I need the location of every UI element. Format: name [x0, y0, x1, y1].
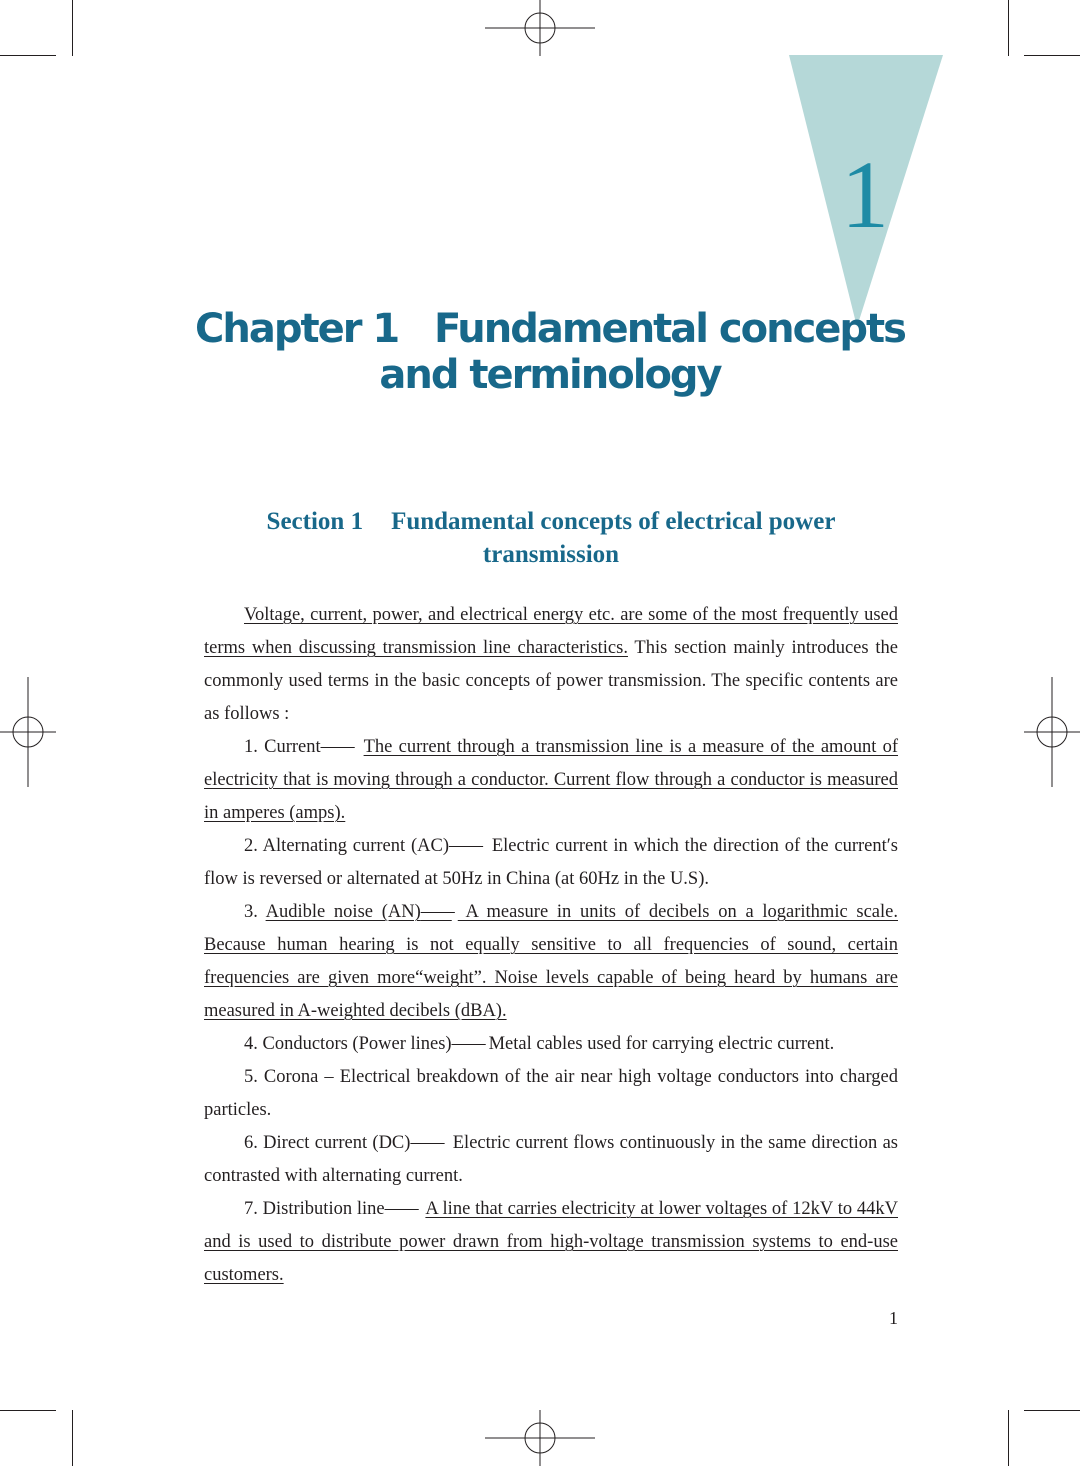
term-definition: Metal cables used for carrying electric current.: [488, 1034, 835, 1054]
term-label: 7. Distribution line: [244, 1199, 385, 1219]
crop-mark: [1024, 55, 1080, 56]
section-title-part2: transmission: [482, 541, 620, 568]
term-definition: Electric current in which the direction of the current′s flow is reversed or alternated at 50Hz in China (at 60Hz in the U.S).: [204, 836, 898, 889]
term-dash: ——: [320, 737, 352, 757]
term-item-current: [204, 731, 898, 830]
term-item-audible-noise: [204, 896, 898, 1028]
term-dash: ——: [451, 1034, 483, 1054]
intro-underlined: Voltage, current, power, and electrical energy etc. are some of the most frequently used terms when discussing transmission line characteristics.: [204, 605, 898, 658]
chapter-title-line1: Chapter 1 Fundamental concepts: [195, 306, 905, 352]
section-title-part1: Fundamental concepts of electrical power: [391, 508, 836, 535]
term-dash: ——: [449, 836, 481, 856]
term-dash: ——: [420, 902, 452, 922]
term-definition: The current through a transmission line is a measure of the amount of electricity that is moving through a conductor. Current flow through a conductor is measured in amperes (amps).: [204, 737, 899, 823]
term-definition: A line that carries electricity at lower voltages of 12kV to 44kV and is used to distribute power drawn from high-voltage transmission systems to end-use customers.: [204, 1199, 898, 1285]
term-prefix: 3.: [244, 902, 266, 922]
page-number: 1: [889, 1308, 898, 1328]
crop-mark: [0, 1410, 56, 1411]
intro-rest: This section mainly introduces the commonly used terms in the basic concepts of power transmission. The specific contents are as follows :: [204, 638, 898, 724]
term-item-distribution-line: [204, 1193, 898, 1292]
crop-mark: [0, 55, 56, 56]
crop-mark: [1008, 0, 1009, 56]
term-item-alternating-current: [204, 830, 898, 896]
crop-mark: [72, 1410, 73, 1466]
registration-mark: [485, 1410, 595, 1466]
chapter-title: [0, 306, 1080, 398]
term-label: Audible noise (AN): [265, 902, 421, 922]
term-definition: Electric current flows continuously in the same direction as contrasted with alternating current.: [204, 1133, 898, 1186]
term-label: 1. Current: [244, 737, 321, 757]
crop-mark: [1008, 1410, 1009, 1466]
term-dash: ——: [384, 1199, 416, 1219]
term-item-direct-current: [204, 1127, 898, 1193]
section-title-line1: [204, 505, 898, 538]
registration-mark: [1024, 677, 1080, 787]
intro-paragraph: [204, 599, 898, 731]
registration-mark: [0, 677, 56, 787]
section-label: Section 1: [266, 508, 364, 535]
term-label: 4. Conductors (Power lines): [244, 1034, 452, 1054]
term-definition: A measure in units of decibels on a logarithmic scale. Because human hearing is not equally sensitive to all frequencies of sound, certain frequencies are given more“weight”. Noise levels capable of being heard by humans are measured in A-weighted decibels (dBA).: [204, 902, 898, 1021]
chapter-number: 1: [841, 141, 889, 248]
body-text: [204, 599, 898, 1292]
crop-mark: [1024, 1410, 1080, 1411]
section-title: [204, 505, 898, 571]
term-label: 2. Alternating current (AC): [244, 836, 450, 856]
registration-mark: [485, 0, 595, 56]
term-label: 6. Direct current (DC): [244, 1133, 411, 1153]
term-item-conductors: [204, 1028, 898, 1061]
term-dash: ——: [410, 1133, 442, 1153]
crop-mark: [72, 0, 73, 56]
chapter-title-line2: and terminology: [379, 352, 721, 398]
term-item-corona: 5. Corona – Electrical breakdown of the air near high voltage conductors into charged particles.: [204, 1067, 898, 1120]
